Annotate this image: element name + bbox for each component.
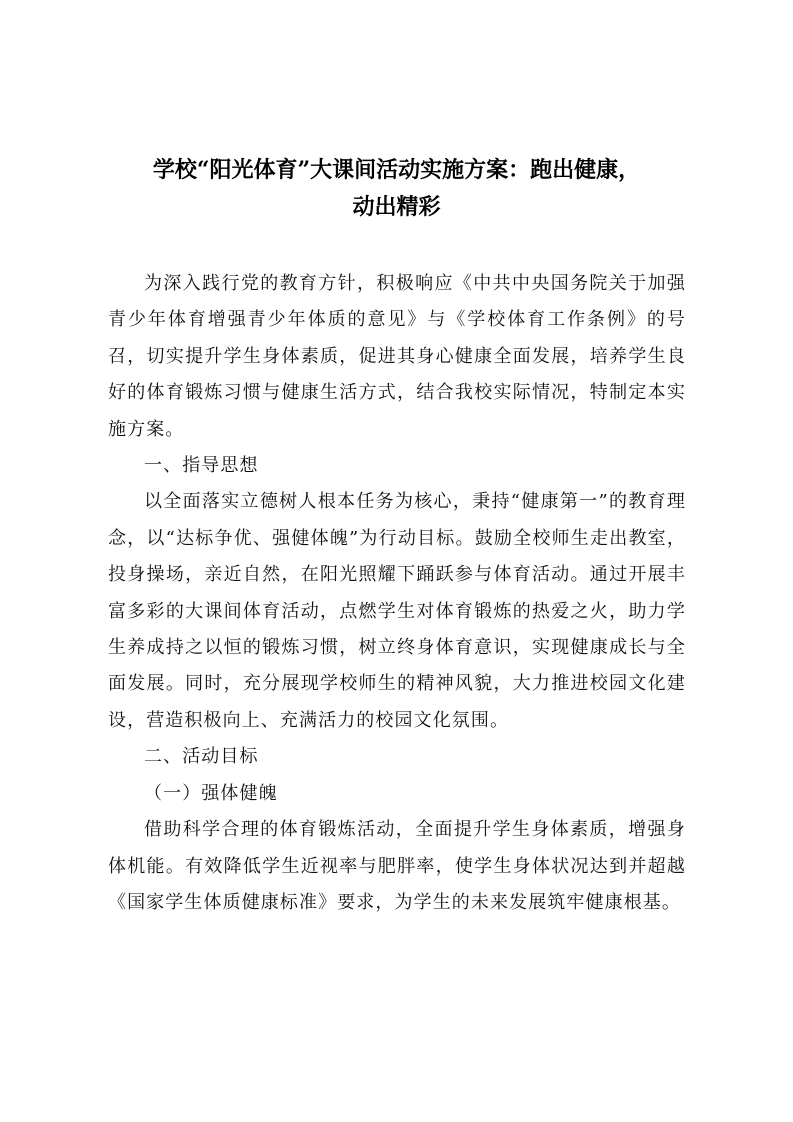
section-heading-guiding-ideology: 一、指导思想 [144, 455, 259, 477]
document-title [100, 152, 693, 226]
document-body [108, 266, 686, 921]
strengthen-body-paragraph: 借助科学合理的体育锻炼活动，全面提升学生身体素质，增强身体机能。有效降低学生近视率与肥胖率，使学生身体状况达到并超越《国家学生体质健康标准》要求，为学生的未来发展筑牢健康根基。 [108, 819, 686, 913]
title-line-2: 动出精彩 [352, 194, 441, 220]
guiding-ideology-paragraph: 以全面落实立德树人根本任务为核心，秉持“健康第一”的教育理念，以“达标争优、强健体魄”为行动目标。鼓励全校师生走出教室，投身操场，亲近自然，在阳光照耀下踊跃参与体育活动。通过开展丰富多彩的大课间体育活动，点燃学生对体育锻炼的热爱之火，助力学生养成持之以恒的锻炼习惯，树立终身体育意识，实现健康成长与全面发展。同时，充分展现学校师生的精神风貌，大力推进校园文化建设，营造积极向上、充满活力的校园文化氛围。 [108, 491, 686, 731]
subsection-heading-strengthen-body: （一）强体健魄 [144, 782, 278, 804]
section-heading-activity-goals: 二、活动目标 [144, 746, 259, 768]
title-line-1: 学校“阳光体育”大课间活动实施方案：跑出健康， [152, 157, 641, 183]
intro-paragraph: 为深入践行党的教育方针，积极响应《中共中央国务院关于加强青少年体育增强青少年体质的意见》与《学校体育工作条例》的号召，切实提升学生身体素质，促进其身心健康全面发展，培养学生良好的体育锻炼习惯与健康生活方式，结合我校实际情况，特制定本实施方案。 [108, 273, 686, 440]
